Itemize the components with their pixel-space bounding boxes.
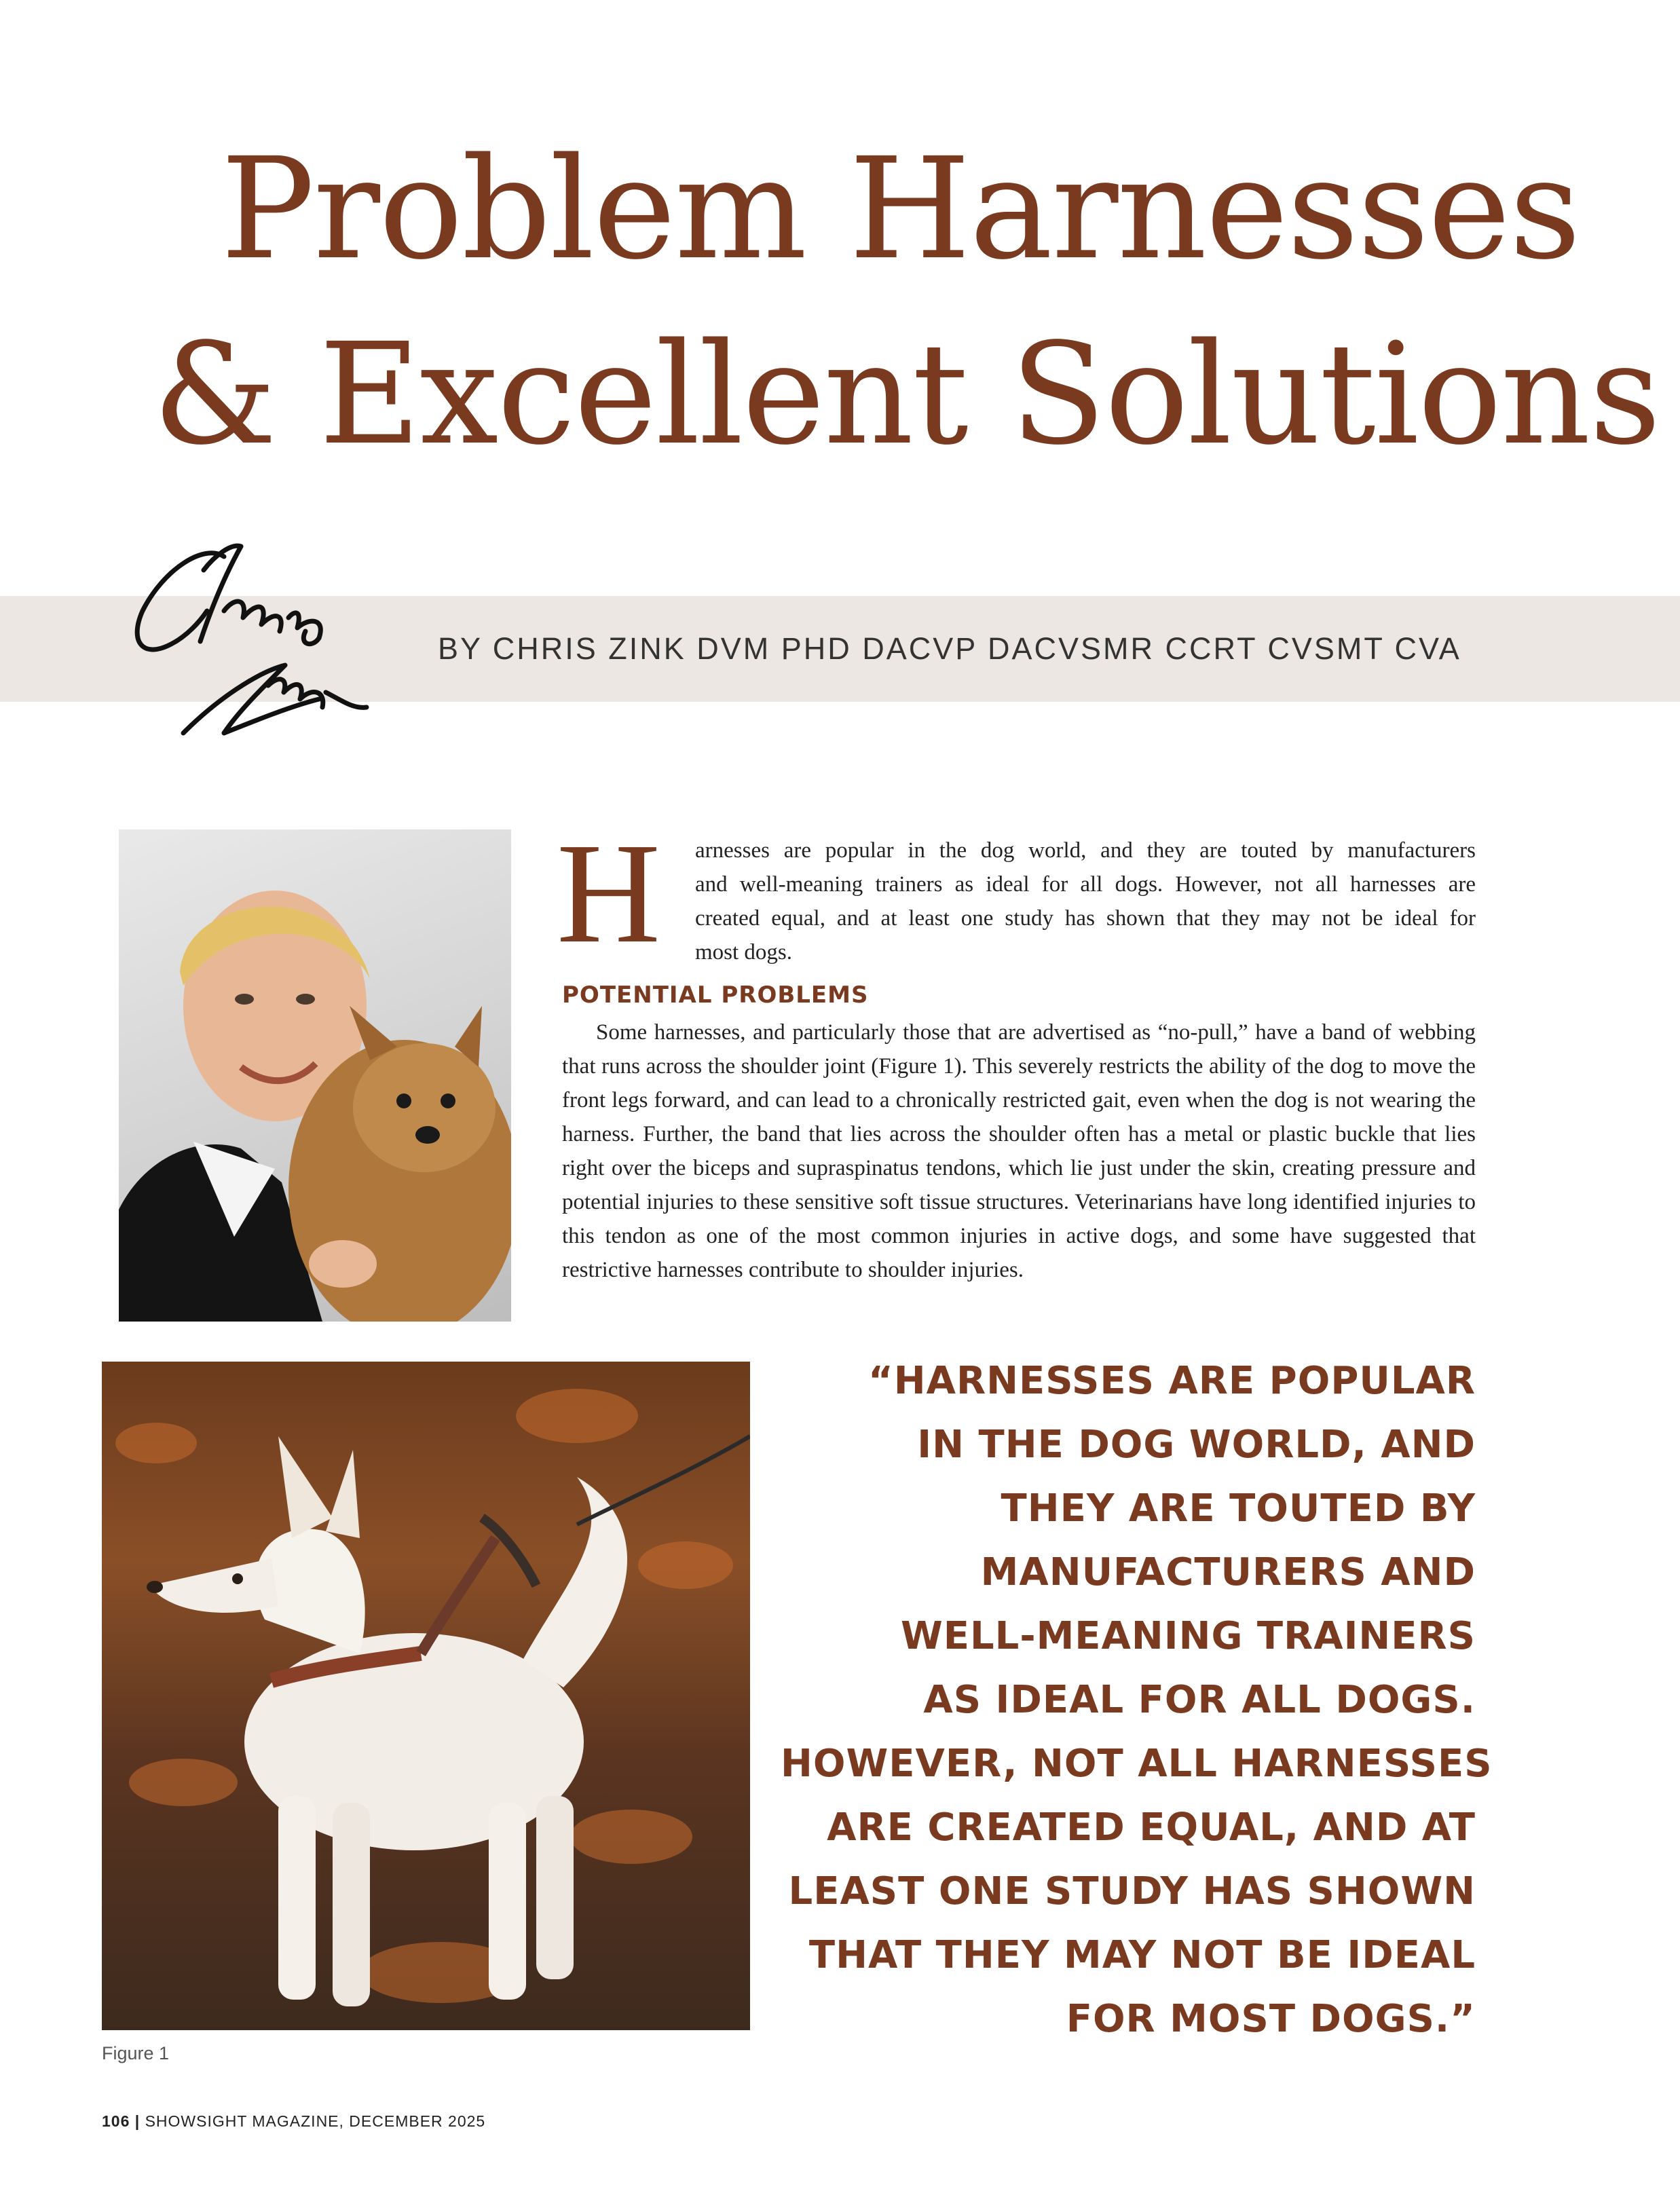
signature <box>122 529 380 753</box>
intro-line: created equal, and at least one study has shown that they may not be ideal for <box>695 906 1476 931</box>
pull-quote-line: IN THE DOG WORLD, AND <box>917 1423 1476 1467</box>
intro-text <box>695 834 1476 935</box>
pull-quote-line: THAT THEY MAY NOT BE IDEAL <box>808 1933 1476 1977</box>
author-photo <box>119 829 511 1322</box>
footer-separator: | <box>134 2112 141 2130</box>
figure-1-photo <box>102 1362 750 2030</box>
page-number: 106 <box>102 2112 130 2130</box>
pull-quote-line: MANUFACTURERS AND <box>980 1550 1476 1594</box>
figure-caption: Figure 1 <box>102 2043 170 2063</box>
intro-line: and well-meaning trainers as ideal for all dogs. However, not all harnesses are <box>695 872 1476 897</box>
pull-quote-line: THEY ARE TOUTED BY <box>1001 1486 1476 1531</box>
pull-quote-line: HOWEVER, NOT ALL HARNESSES <box>781 1742 1493 1786</box>
intro-last-line: most dogs. <box>695 940 793 965</box>
page-title-line-1: Problem Harnesses <box>221 128 1580 291</box>
pull-quote-line: “HARNESSES ARE POPULAR <box>867 1359 1476 1403</box>
white-dog-in-harness-image <box>102 1362 750 2030</box>
pull-quote-line: AS IDEAL FOR ALL DOGS. <box>923 1678 1476 1722</box>
page-footer <box>102 2112 485 2131</box>
page-title-line-2: & Excellent Solutions <box>153 313 1660 476</box>
pull-quote <box>781 1349 1493 2051</box>
pull-quote-line: WELL-MEANING TRAINERS <box>900 1614 1476 1658</box>
section-paragraph: Some harnesses, and particularly those that are advertised as “no-pull,” have a band of webbing that runs across the shoulder joint (Figure 1). This severely restricts the ability of the dog to move the front legs forward, and can lead to a chronically restricted gait, even when the dog is not wearing the harness. Further, the band that lies across the shoulder often has a metal or plastic buckle that lies right over the biceps and supraspinatus tendons, which lie just under the skin, creating pressure and potential injuries to these sensitive soft tissue structures. Veterinarians have long identified injuries to this tendon as one of the most common injuries in active dogs, and some have suggested that restrictive harnesses contribute to shoulder injuries. <box>562 1020 1476 1282</box>
author-with-dog-image <box>119 829 511 1322</box>
pull-quote-line: LEAST ONE STUDY HAS SHOWN <box>788 1869 1476 1913</box>
pull-quote-line: ARE CREATED EQUAL, AND AT <box>827 1806 1476 1850</box>
drop-cap: H <box>557 813 661 973</box>
section-heading: POTENTIAL PROBLEMS <box>562 981 869 1009</box>
byline: BY CHRIS ZINK DVM PHD DACVP DACVSMR CCRT CVSMT CVA <box>438 631 1461 666</box>
intro-line: arnesses are popular in the dog world, and they are touted by manufacturers <box>695 838 1476 863</box>
publication-info: SHOWSIGHT MAGAZINE, DECEMBER 2025 <box>145 2112 486 2130</box>
pull-quote-line: FOR MOST DOGS.” <box>1066 1997 1476 2041</box>
